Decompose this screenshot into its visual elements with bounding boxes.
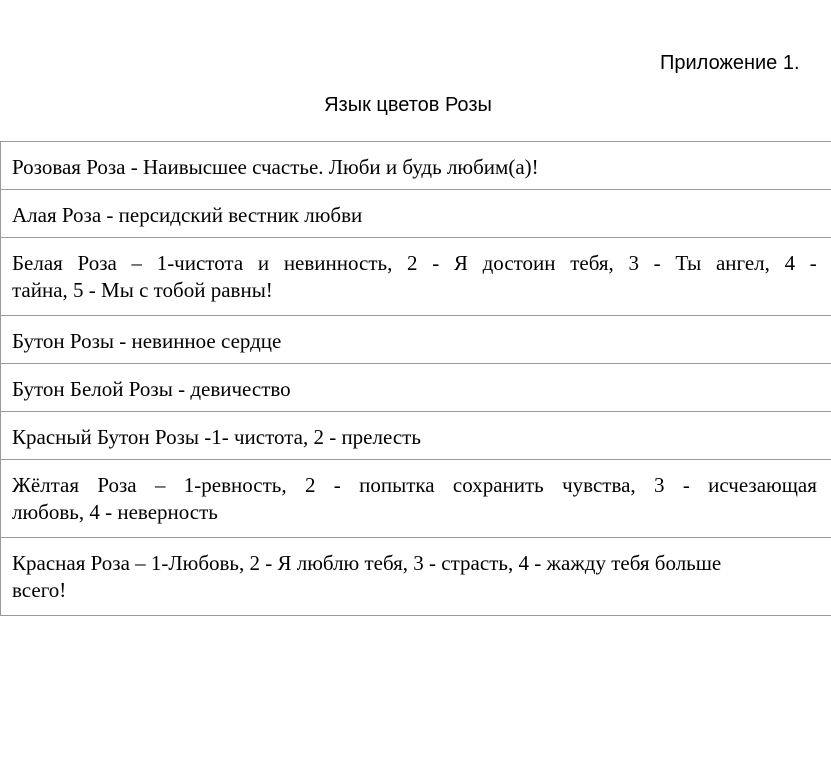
table-row xyxy=(1,316,831,364)
row-text: Жёлтая Роза – 1-ревность, 2 - попытка сохранить чувства, 3 - исчезающая xyxy=(12,473,817,497)
table-row xyxy=(1,538,831,616)
row-text: Бутон Розы - невинное сердце xyxy=(12,329,282,353)
page-title: Язык цветов Розы xyxy=(324,94,492,116)
table-row xyxy=(1,364,831,412)
row-text: Белая Роза – 1-чистота и невинность, 2 - Я достоин тебя, 3 - Ты ангел, 4 - xyxy=(12,251,817,275)
row-text: Алая Роза - персидский вестник любви xyxy=(12,203,363,227)
appendix-label: Приложение 1. xyxy=(660,52,800,74)
table-row xyxy=(1,412,831,460)
row-text-continued: тайна, 5 - Мы с тобой равны! xyxy=(12,278,273,302)
row-text-continued: всего! xyxy=(12,578,67,602)
table-row xyxy=(1,142,831,190)
rose-meanings-table xyxy=(0,141,831,616)
row-text: Красный Бутон Розы -1- чистота, 2 - прелесть xyxy=(12,425,421,449)
table-row xyxy=(1,238,831,316)
table-row xyxy=(1,190,831,238)
row-text: Красная Роза – 1-Любовь, 2 - Я люблю тебя, 3 - страсть, 4 - жажду тебя больше xyxy=(12,551,722,575)
row-text-continued: любовь, 4 - неверность xyxy=(12,500,218,524)
row-text: Бутон Белой Розы - девичество xyxy=(12,377,291,401)
table-row xyxy=(1,460,831,538)
row-text: Розовая Роза - Наивысшее счастье. Люби и будь любим(а)! xyxy=(12,155,539,179)
